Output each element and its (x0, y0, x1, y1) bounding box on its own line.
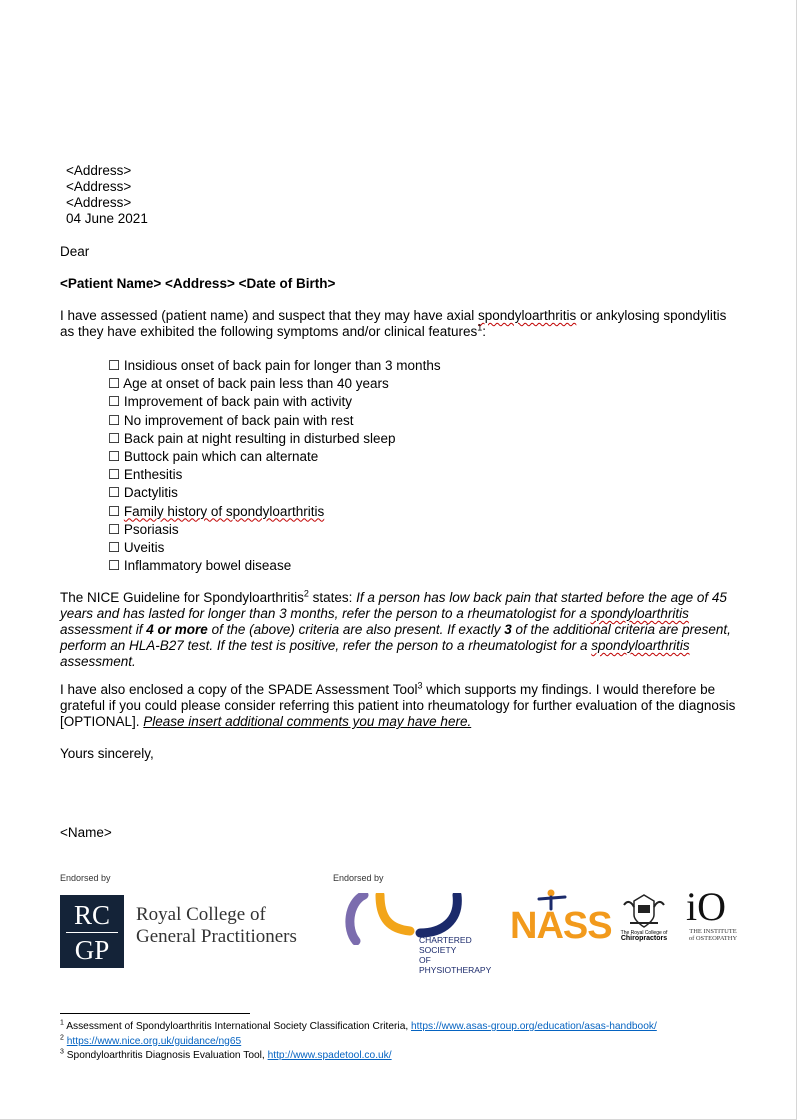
criteria-label: Uveitis (123, 540, 165, 556)
footnote-number: 3 (60, 1048, 64, 1056)
rcgp-letters: GP (66, 932, 118, 967)
criteria-label: Dactylitis (123, 485, 178, 501)
criteria-item[interactable] (108, 484, 441, 502)
footnote-link[interactable]: https://www.asas-group.org/education/asas-handbook/ (411, 1021, 657, 1032)
criteria-label: Psoriasis (123, 521, 179, 537)
criteria-label: Family history of spondyloarthritis (123, 503, 325, 519)
footnote-text: Assessment of Spondyloarthritis International Society Classification Criteria, (66, 1021, 412, 1032)
rcgp-name (136, 904, 297, 948)
checkbox[interactable]: ☐ (108, 358, 121, 373)
nass-logo: NASS (510, 905, 612, 947)
footnote-ref[interactable]: 2 (303, 588, 309, 599)
nice-quote: assessment. (60, 654, 136, 669)
checkbox[interactable]: ☐ (108, 412, 121, 428)
address-line: <Address> (66, 163, 132, 178)
nice-quote: of the (above) criteria are also present. If exactly (207, 622, 505, 637)
intro-term: spondyloarthritis (478, 308, 577, 323)
criteria-label: Age at onset of back pain less than 40 years (123, 376, 389, 392)
chiro-text: Chiropractors (620, 935, 668, 942)
criteria-label: Improvement of back pain with activity (123, 394, 352, 410)
criteria-item[interactable] (108, 448, 441, 466)
intro-paragraph (60, 308, 740, 340)
closing: Yours sincerely, (60, 746, 154, 761)
nice-guideline-paragraph (60, 590, 750, 670)
spade-text: which supports my findings. I would therefore be grateful if you could please consider referring this patient into rheumatology for further evaluation of the diagnosis [OPTIONAL]. (60, 682, 736, 729)
address-line: <Address> (66, 179, 132, 194)
recipient-address (66, 163, 148, 227)
salutation: Dear (60, 244, 90, 259)
nice-quote: of the additional criteria are present, perform an HLA-B27 test. If the test is positive, refer the person to a rheumatologist for a (60, 622, 731, 653)
criteria-item[interactable] (108, 466, 441, 484)
io-name-line: of OSTEOPATHY (688, 935, 738, 942)
rcgp-letters: RC (73, 900, 111, 930)
footnote-number: 2 (60, 1034, 64, 1042)
criteria-item[interactable] (108, 412, 441, 430)
checkbox[interactable]: ☐ (108, 485, 121, 501)
checkbox[interactable]: ☐ (108, 449, 121, 465)
criteria-label: Buttock pain which can alternate (123, 449, 319, 465)
criteria-label: Enthesitis (123, 467, 183, 483)
criteria-label: Inflammatory bowel disease (123, 558, 292, 574)
iosteopathy-name (685, 928, 741, 942)
nice-term: spondyloarthritis (591, 638, 690, 653)
criteria-item[interactable] (108, 539, 441, 557)
checkbox[interactable]: ☐ (108, 430, 121, 446)
checkbox[interactable]: ☐ (108, 521, 121, 537)
checkbox[interactable]: ☐ (108, 558, 121, 574)
spade-paragraph (60, 682, 750, 730)
checkbox[interactable]: ☐ (108, 503, 121, 519)
csp-name-line: PHYSIOTHERAPY (419, 965, 492, 975)
nice-quote: assessment if (60, 622, 147, 637)
csp-name-line: SOCIETY (419, 945, 457, 955)
footnotes (60, 1020, 657, 1064)
rcgp-name-line: Royal College of (136, 904, 266, 925)
footnote-link[interactable]: http://www.spadetool.co.uk/ (267, 1050, 392, 1061)
criteria-item[interactable] (108, 375, 441, 393)
iosteopathy-logo: iO (686, 884, 726, 929)
footnote (60, 1020, 657, 1035)
subject-line: <Patient Name> <Address> <Date of Birth> (60, 276, 336, 291)
nice-threshold: 4 or more (146, 622, 208, 637)
criteria-item[interactable] (108, 357, 441, 375)
nice-lead: The NICE Guideline for Spondyloarthritis (60, 590, 304, 605)
endorsed-by-label: Endorsed by (333, 873, 384, 883)
footnote-ref[interactable]: 3 (417, 680, 423, 691)
footnote-separator (60, 1013, 250, 1014)
address-line: <Address> (66, 195, 132, 210)
csp-name (419, 935, 491, 975)
footnote-number: 1 (60, 1019, 64, 1027)
intro-text: I have assessed (patient name) and suspect that they may have axial (60, 308, 478, 323)
chiropractors-name (620, 930, 668, 942)
criteria-item[interactable] (108, 503, 441, 521)
footnote-link[interactable]: https://www.nice.org.uk/guidance/ng65 (66, 1035, 242, 1047)
csp-name-line: OF (419, 955, 431, 965)
chiro-small-text: The Royal College of (620, 930, 668, 936)
endorsed-by-label: Endorsed by (60, 873, 111, 883)
letter-date: 04 June 2021 (66, 211, 148, 226)
nice-threshold: 3 (504, 622, 512, 637)
intro-text: : (482, 324, 487, 339)
criteria-item[interactable] (108, 521, 441, 539)
criteria-item[interactable] (108, 393, 441, 411)
footnote-text: Spondyloarthritis Diagnosis Evaluation Tool, (66, 1050, 268, 1061)
footnote-ref[interactable]: 1 (477, 322, 483, 333)
rcgp-name-line: General Practitioners (136, 926, 297, 947)
spade-text: I have also enclosed a copy of the SPADE Assessment Tool (60, 682, 418, 697)
intro-text: or ankylosing spondylitis as they have exhibited the following symptoms and/or clinical features (60, 308, 727, 339)
additional-comments-placeholder[interactable]: Please insert additional comments you may have here. (143, 714, 472, 729)
footnote (60, 1035, 657, 1050)
checkbox[interactable]: ☐ (108, 540, 121, 556)
chiropractors-crest-icon (620, 893, 668, 929)
footnote (60, 1049, 657, 1064)
checkbox[interactable]: ☐ (108, 467, 121, 483)
criteria-label: Insidious onset of back pain for longer than 3 months (123, 358, 441, 373)
criteria-checklist (108, 357, 441, 575)
checkbox[interactable]: ☐ (108, 376, 121, 392)
criteria-item[interactable] (108, 557, 441, 575)
signature-name: <Name> (60, 825, 112, 840)
nice-states: states: (308, 590, 357, 605)
criteria-item[interactable] (108, 430, 441, 448)
io-name-line: THE INSTITUTE (689, 928, 737, 935)
nice-quote: If a person has low back pain that started before the age of 45 years and has lasted for longer than 3 months, refer the person to a rheumatologist for a (60, 590, 727, 621)
criteria-label: No improvement of back pain with rest (123, 412, 354, 428)
checkbox[interactable]: ☐ (108, 394, 121, 410)
csp-name-line: CHARTERED (419, 935, 472, 945)
rcgp-logo (60, 895, 124, 968)
nice-term: spondyloarthritis (590, 606, 689, 621)
criteria-label: Back pain at night resulting in disturbed sleep (123, 430, 396, 446)
